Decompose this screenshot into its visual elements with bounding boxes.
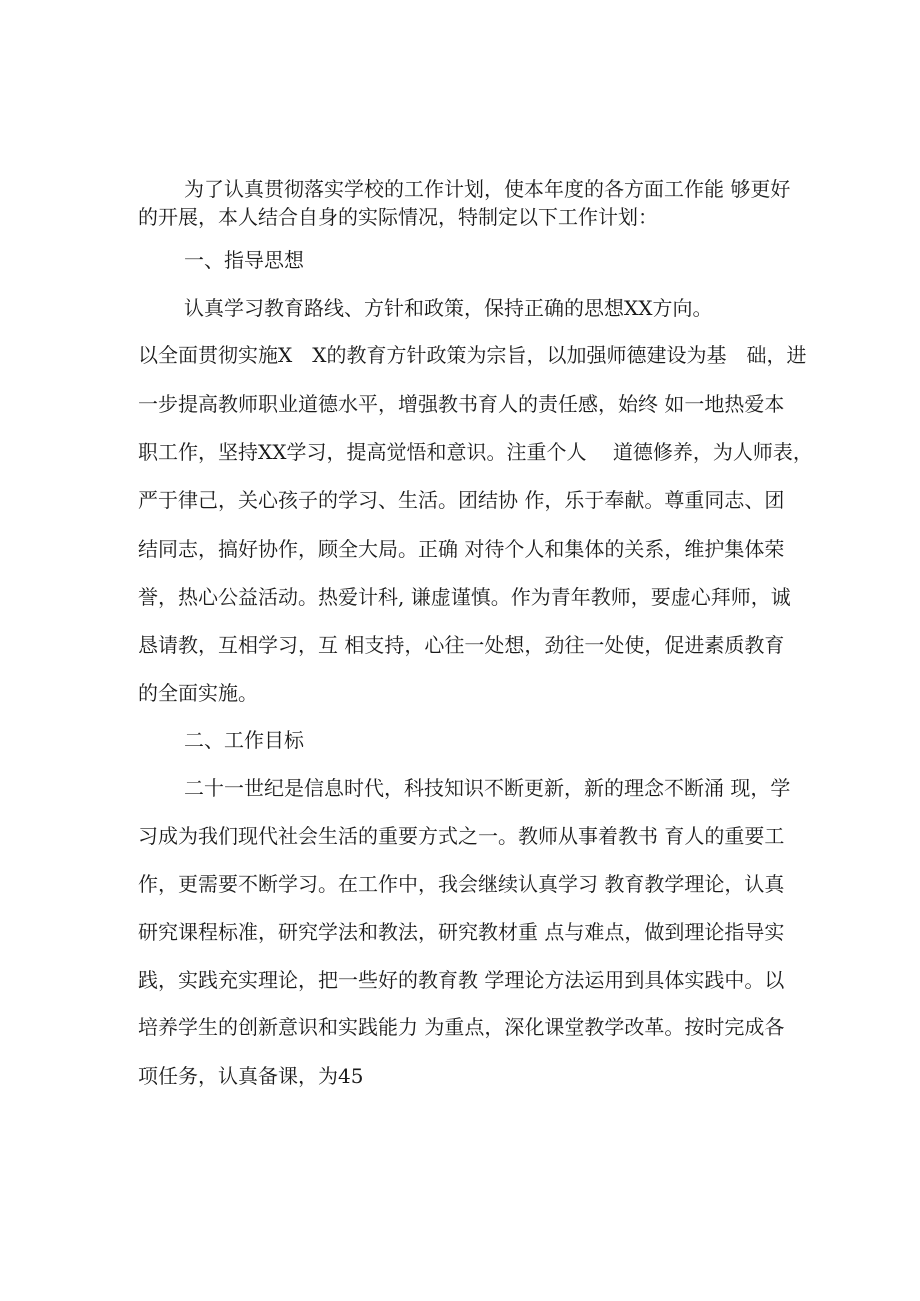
section-heading-work-goals: 二、工作目标 xyxy=(184,728,304,752)
text-line: 的开展，本人结合自身的实际情况，特制定以下工作计划： xyxy=(138,205,658,229)
text-line: 研究课程标准，研究学法和教法，研究教材重 点与难点，做到理论指导实 xyxy=(138,920,785,944)
text-line: 的全面实施。 xyxy=(138,681,258,705)
text-line: 项任务，认真备课，为45 xyxy=(138,1064,364,1088)
section-heading-guiding-thought: 一、指导思想 xyxy=(184,248,304,272)
text-line: 二十一世纪是信息时代，科技知识不断更新，新的理念不断涌 现，学 xyxy=(184,776,791,800)
text-line: 践，实践充实理论，把一些好的教育教 学理论方法运用到具体实践中。以 xyxy=(138,968,785,992)
text-line: 一步提高教师职业道德水平，增强教书育人的责任感，始终 如一地热爱本 xyxy=(138,392,785,416)
text-line: 培养学生的创新意识和实践能力 为重点，深化课堂教学改革。按时完成各 xyxy=(138,1015,785,1039)
text-line: 习成为我们现代社会生活的重要方式之一。教师从事着教书 育人的重要工 xyxy=(138,824,785,848)
text-line: 职工作，坚持XX学习，提高觉悟和意识。注重个人 道德修养，为人师表， xyxy=(138,440,813,464)
text-line: 恳请教，互相学习，互 相支持，心往一处想，劲往一处使，促进素质教育 xyxy=(138,633,785,657)
text-line: 作，更需要不断学习。在工作中，我会继续认真学习 教育教学理论，认真 xyxy=(138,872,785,896)
text-line: 以全面贯彻实施X X的教育方针政策为宗旨，以加强师德建设为基 础，进 xyxy=(138,343,807,367)
text-line: 为了认真贯彻落实学校的工作计划，使本年度的各方面工作能 够更好 xyxy=(184,177,791,201)
text-line: 严于律己，关心孩子的学习、生活。团结协 作，乐于奉献。尊重同志、团 xyxy=(138,488,785,512)
text-line: 结同志，搞好协作，顾全大局。正确 对待个人和集体的关系，维护集体荣 xyxy=(138,537,785,561)
text-line: 誉，热心公益活动。热爱计科, 谦虚谨慎。作为青年教师，要虚心拜师，诚 xyxy=(138,585,791,609)
text-line: 认真学习教育路线、方针和政策，保持正确的思想XX方向。 xyxy=(184,296,713,320)
